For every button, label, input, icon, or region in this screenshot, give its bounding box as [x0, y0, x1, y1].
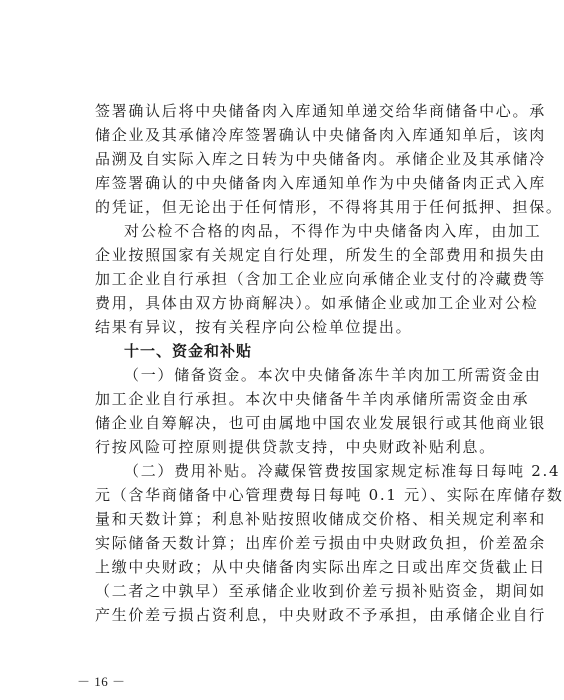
body-text-line: （一）储备资金。本次中央储备冻牛羊肉加工所需资金由 [124, 366, 542, 384]
body-text-line: 元（含华商储备中心管理费每日每吨 0.1 元）、实际在库储存数 [95, 486, 564, 504]
body-text-line: 储企业自筹解决，也可由属地中国农业发展银行或其他商业银 [95, 414, 546, 432]
body-text-line: 行按风险可控原则提供贷款支持，中央财政补贴利息。 [95, 438, 496, 456]
body-text-line: 对公检不合格的肉品，不得作为中央储备肉入库，由加工 [124, 222, 542, 240]
body-text-line: 产生价差亏损占资利息，中央财政不予承担，由承储企业自行 [95, 606, 546, 624]
body-text-line: （二者之中孰早）至承储企业收到价差亏损补贴资金，期间如 [95, 582, 546, 600]
body-text-line: 上缴中央财政；从中央储备肉实际出库之日或出库交货截止日 [95, 558, 546, 576]
body-text-line: 的凭证，但无论出于任何情形，不得将其用于任何抵押、担保。 [95, 198, 563, 216]
body-text-line: 加工企业自行承担。本次中央储备牛羊肉承储所需资金由承 [95, 390, 530, 408]
body-text-line: （二）费用补贴。冷藏保管费按国家规定标准每日每吨 2.4 [124, 462, 561, 480]
section-heading: 十一、资金和补贴 [124, 342, 253, 360]
body-text-line: 费用，具体由双方协商解决）。如承储企业或加工企业对公检 [95, 294, 539, 312]
body-text-line: 加工企业自行承担（含加工企业应向承储企业支付的冷藏费等 [95, 270, 546, 288]
body-text-line: 库签署确认的中央储备肉入库通知单作为中央储备肉正式入库 [95, 174, 546, 192]
body-text-line: 结果有异议，按有关程序向公检单位提出。 [95, 318, 413, 336]
body-text-line: 品溯及自实际入库之日转为中央储备肉。承储企业及其承储冷 [95, 150, 546, 168]
body-text-line: 实际储备天数计算；出库价差亏损由中央财政负担，价差盈余 [95, 534, 546, 552]
body-text-line: 量和天数计算；利息补贴按照收储成交价格、相关规定利率和 [95, 510, 546, 528]
body-text-line: 签署确认后将中央储备肉入库通知单递交给华商储备中心。承 [95, 102, 546, 120]
page-number: － 16 － [77, 674, 126, 689]
body-text-line: 企业按照国家有关规定自行处理，所发生的全部费用和损失由 [95, 246, 546, 264]
body-text-line: 储企业及其承储冷库签署确认中央储备肉入库通知单后，该肉 [95, 126, 546, 144]
